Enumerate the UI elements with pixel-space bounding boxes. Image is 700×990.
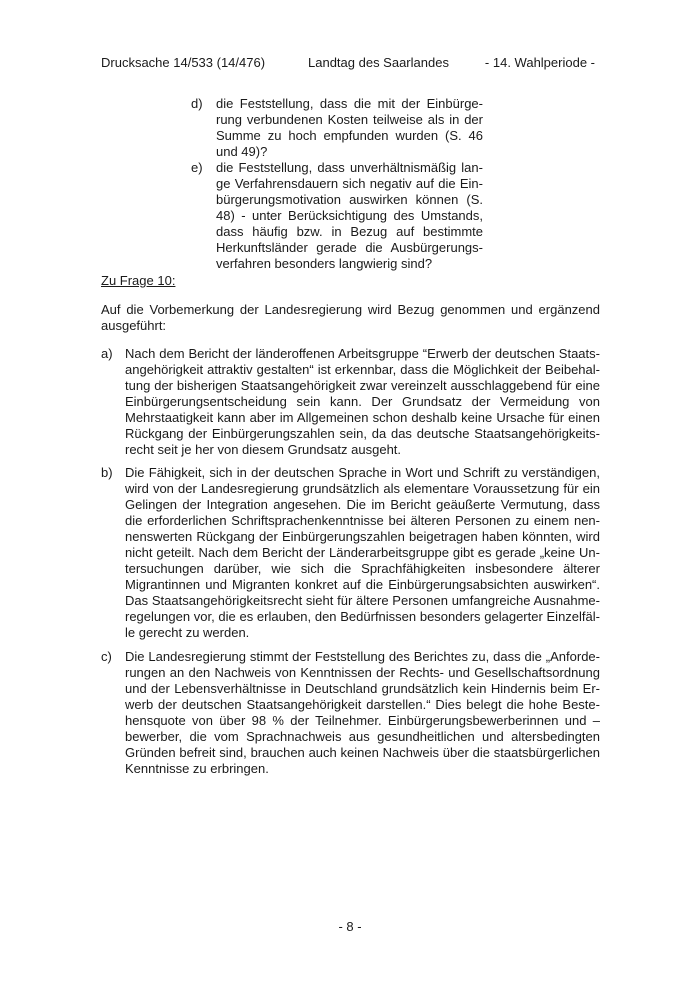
list-marker: d) — [191, 96, 203, 111]
document-number: Drucksache 14/533 (14/476) — [101, 55, 266, 70]
answer-item-b — [101, 465, 600, 641]
page-number: - 8 - — [338, 919, 362, 934]
answer-item-c — [101, 649, 600, 777]
list-item — [191, 160, 483, 272]
list-item — [191, 96, 483, 160]
list-item-text: die Feststellung, dass unverhältnismäßig lange Verfahrensdauern sich negativ auf die Einbürgerungsmotivation auswirken können (S. 48) - unter Berücksichtigung des Umstands, dass häufig bzw. in Bezug auf bestimmte Herkunftsländer gerade die Ausbürgerungsverfahren besonders langwierig sind? — [216, 160, 483, 271]
list-item-text: die Feststellung, dass die mit der Einbürgerung verbundenen Kosten teilweise als in der Summe zu hoch empfunden wurden (S. 46 und 49)? — [216, 96, 483, 159]
answer-text: Die Landesregierung stimmt der Feststellung des Berichtes zu, dass die „Anforderungen an den Nachweis von Kenntnissen der Rechts- und Gesellschaftsordnung und der Lebensverhältnisse in Deutschland grundsätzlich kein Hindernis beim Erwerb der deutschen Staatsangehörigkeit darstellen.“ Dies belegt die hohe Bestehensquote von über 98 % der Teilnehmer. Einbürgerungsbewerberinnen und – bewerber, die vom Sprachnachweis aus gesundheitlichen und altersbedingten Gründen befreit sind, brauchen auch keinen Nachweis über die staatsbürgerlichen Kenntnisse zu erbringen. — [125, 649, 600, 776]
answer-item-a — [101, 346, 600, 458]
list-marker: c) — [101, 649, 112, 664]
section-heading: Zu Frage 10: — [101, 273, 176, 288]
list-marker: b) — [101, 465, 113, 480]
answer-text: Die Fähigkeit, sich in der deutschen Sprache in Wort und Schrift zu verständigen, wird von der Landesregierung grundsätzlich als elementare Voraussetzung für ein Gelingen der Integration angesehen. Die im Bericht geäußerte Vermutung, dass die erforderlichen Schriftsprachenkenntnisse bei älteren Personen zu einem nennenswerten Rückgang der Einbürgerungszahlen beigetragen haben könnten, wird nicht geteilt. Nach dem Bericht der Länderarbeitsgruppe gibt es gerade „keine Untersuchungen darüber, wie sich die Sprachfähigkeiten insbesondere älterer Migrantinnen und Migranten konkret auf die Einbürgerungsabsichten auswirken“. Das Staatsangehörigkeitsrecht sieht für ältere Personen umfangreiche Ausnahmeregelungen vor, die es erlauben, den Bedürfnissen besonders gelagerter Einzelfälle gerecht zu werden. — [125, 465, 600, 640]
page-header — [101, 55, 595, 71]
list-marker: e) — [191, 160, 203, 175]
list-marker: a) — [101, 346, 113, 361]
intro-paragraph: Auf die Vorbemerkung der Landesregierung wird Bezug genommen und ergänzend ausgeführt: — [101, 302, 600, 333]
question-sublist — [191, 96, 483, 272]
parliament-name: Landtag des Saarlandes — [308, 55, 449, 70]
legislative-period: - 14. Wahlperiode - — [484, 55, 595, 70]
answer-text: Nach dem Bericht der länderoffenen Arbeitsgruppe “Erwerb der deutschen Staatsangehörigkeit attraktiv gestalten“ ist erkennbar, dass die Möglichkeit der Beibehaltung der bisherigen Staatsangehörigkeit zwar vereinzelt ausschlaggebend für eine Einbürgerungsentscheidung sein kann. Der Grundsatz der Vermeidung von Mehrstaatigkeit kann aber im Allgemeinen schon deshalb keine Ursache für einen Rückgang der Einbürgerungszahlen sein, da das deutsche Staatsangehörigkeitsrecht seit je her von diesem Grundsatz ausgeht. — [125, 346, 600, 457]
